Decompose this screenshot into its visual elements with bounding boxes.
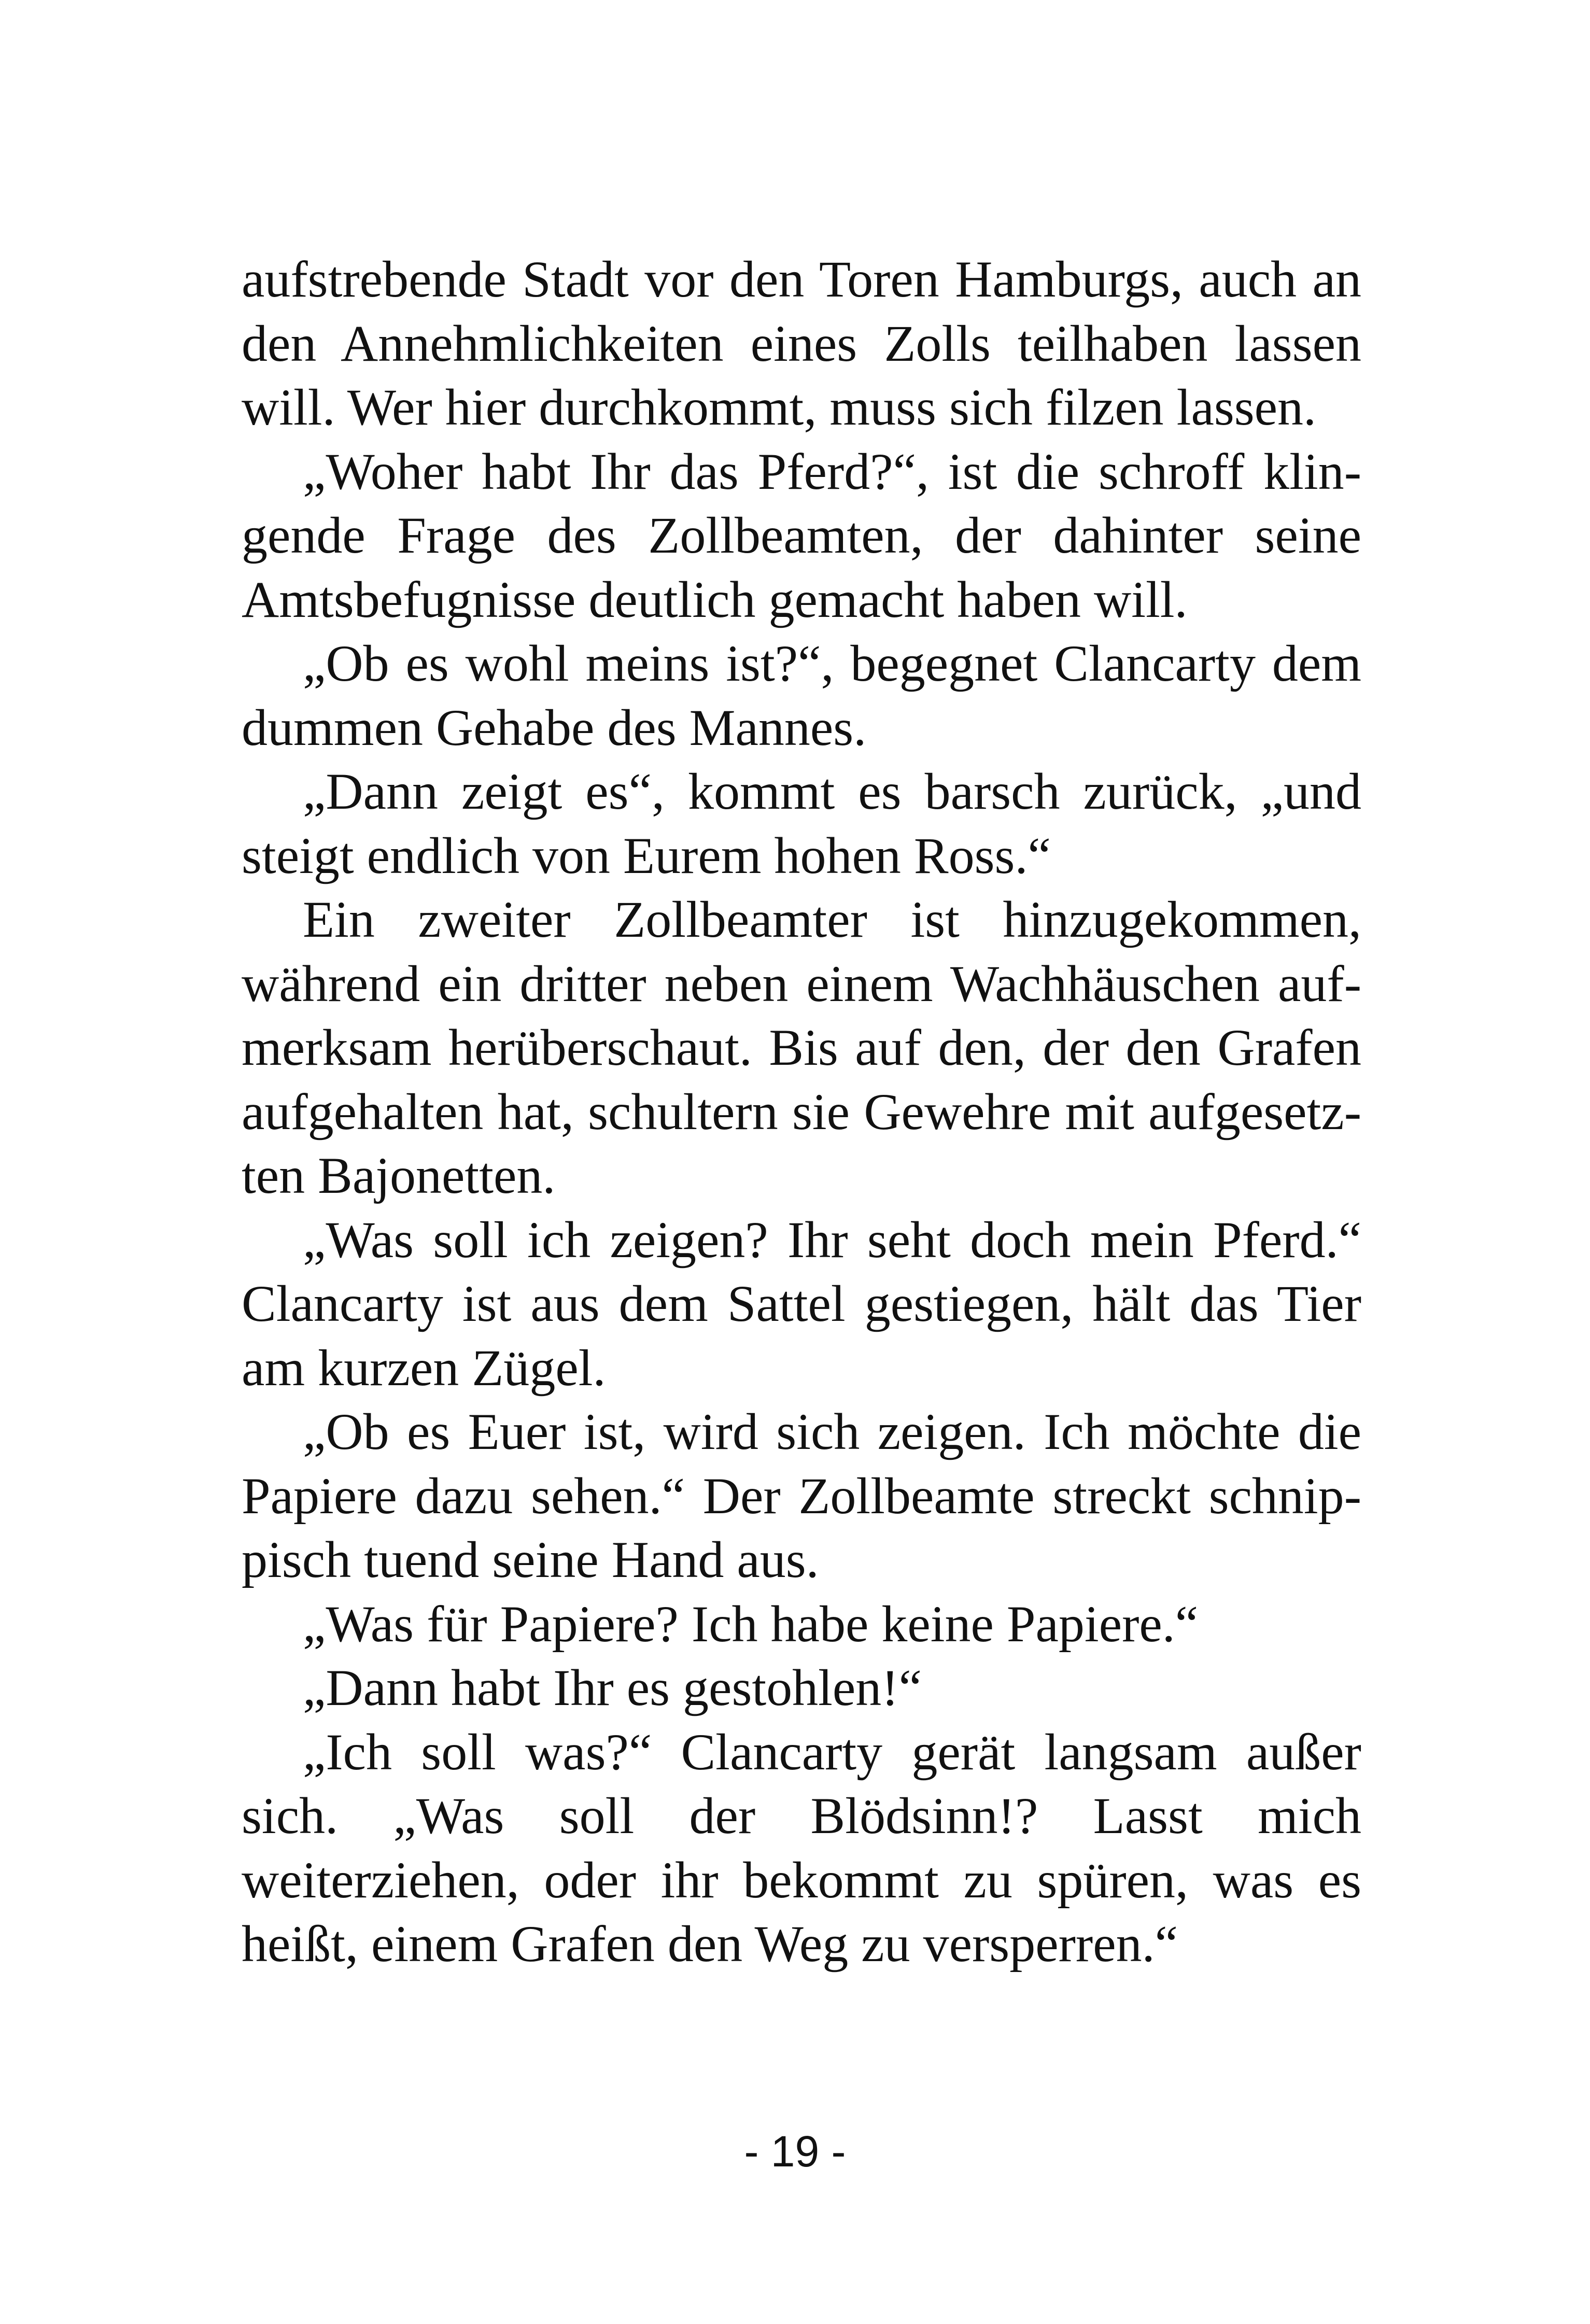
paragraph: „Was für Papiere? Ich habe keine Papiere.“ — [303, 1595, 1199, 1653]
paragraph: „Dann zeigt es“, kommt es barsch zurück, „und steigt endlich von Eurem hohen Ross.“ — [242, 763, 1361, 884]
paragraph: Ein zweiter Zollbeamter ist hinzugekommen, während ein dritter neben einem Wachhäuschen aufmerksam herüberschaut. Bis auf den, der den Grafen aufgehalten hat, schultern sie Gewehre mit aufgesetzten Bajonetten. — [242, 891, 1361, 1204]
paragraph: „Dann habt Ihr es gestohlen!“ — [303, 1659, 922, 1716]
paragraph: „Ich soll was?“ Clancarty gerät langsam außer sich. „Was soll der Blödsinn!? Lasst mich weiterziehen, oder ihr bekommt zu spüren, was es heißt, einem Grafen den Weg zu versperren.“ — [242, 1723, 1361, 1973]
page-number: - 19 - — [744, 2127, 846, 2176]
paragraph: „Was soll ich zeigen? Ihr seht doch mein Pferd.“ Clancarty ist aus dem Sattel gestiegen, hält das Tier am kurzen Zügel. — [242, 1210, 1361, 1397]
paragraph: „Ob es Euer ist, wird sich zeigen. Ich möchte die Papiere dazu sehen.“ Der Zollbeamte streckt schnippisch tuend seine Hand aus. — [242, 1403, 1361, 1588]
paragraph: „Ob es wohl meins ist?“, begegnet Clancarty dem dummen Gehabe des Mannes. — [242, 635, 1361, 756]
paragraph: aufstrebende Stadt vor den Toren Hamburgs, auch an den Annehmlichkeiten eines Zolls teilhaben lassen will. Wer hier durchkommt, muss sich filzen lassen. — [242, 250, 1361, 436]
body-text — [242, 247, 1361, 1976]
paragraph: „Woher habt Ihr das Pferd?“, ist die schroff klingende Frage des Zollbeamten, der dahinter seine Amtsbefugnisse deutlich gemacht haben will. — [242, 442, 1361, 628]
